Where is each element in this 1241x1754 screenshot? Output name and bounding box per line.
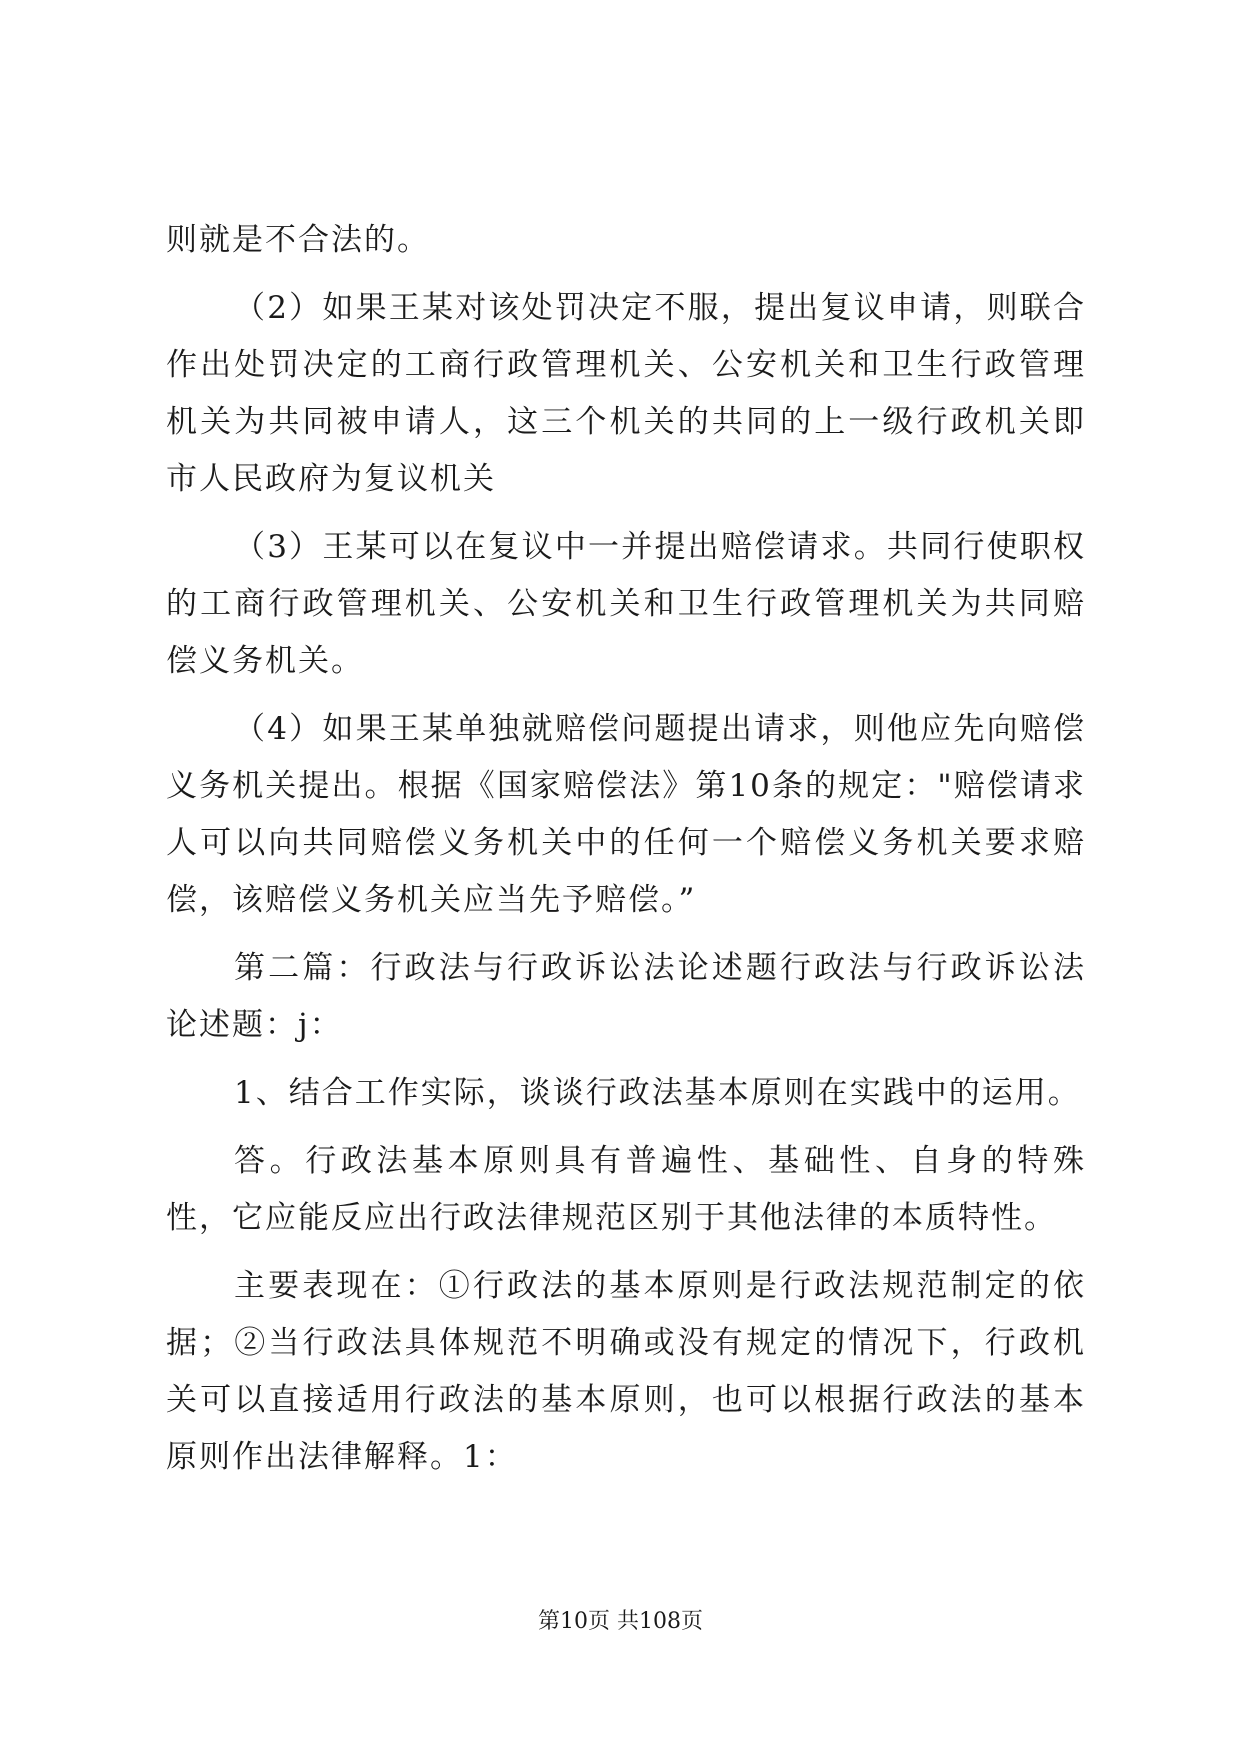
- document-body: [166, 212, 1086, 1486]
- paragraph-7-answer: 答。行政法基本原则具有普遍性、基础性、自身的特殊性，它应能反应出行政法律规范区别于其他法律的本质特性。: [166, 1143, 1086, 1236]
- paragraph-4: （4）如果王某单独就赔偿问题提出请求，则他应先向赔偿义务机关提出。根据《国家赔偿法》第10条的规定："赔偿请求人可以向共同赔偿义务机关中的任何一个赔偿义务机关要求赔偿，该赔偿义务机关应当先予赔偿。”: [166, 711, 1086, 918]
- paragraph-5-section-heading: 第二篇：行政法与行政诉讼法论述题行政法与行政诉讼法论述题：j：: [166, 950, 1086, 1043]
- paragraph-3: （3）王某可以在复议中一并提出赔偿请求。共同行使职权的工商行政管理机关、公安机关和卫生行政管理机关为共同赔偿义务机关。: [166, 529, 1086, 679]
- page-number-footer: 第10页 共108页: [538, 1609, 703, 1634]
- paragraph-6-question: 1、结合工作实际，谈谈行政法基本原则在实践中的运用。: [234, 1075, 1081, 1111]
- paragraph-8: 主要表现在：①行政法的基本原则是行政法规范制定的依据；②当行政法具体规范不明确或没有规定的情况下，行政机关可以直接适用行政法的基本原则，也可以根据行政法的基本原则作出法律解释。1：: [166, 1268, 1086, 1475]
- paragraph-1: 则就是不合法的。: [166, 222, 430, 258]
- paragraph-2: （2）如果王某对该处罚决定不服，提出复议申请，则联合作出处罚决定的工商行政管理机关、公安机关和卫生行政管理机关为共同被申请人，这三个机关的共同的上一级行政机关即市人民政府为复议机关: [166, 290, 1086, 497]
